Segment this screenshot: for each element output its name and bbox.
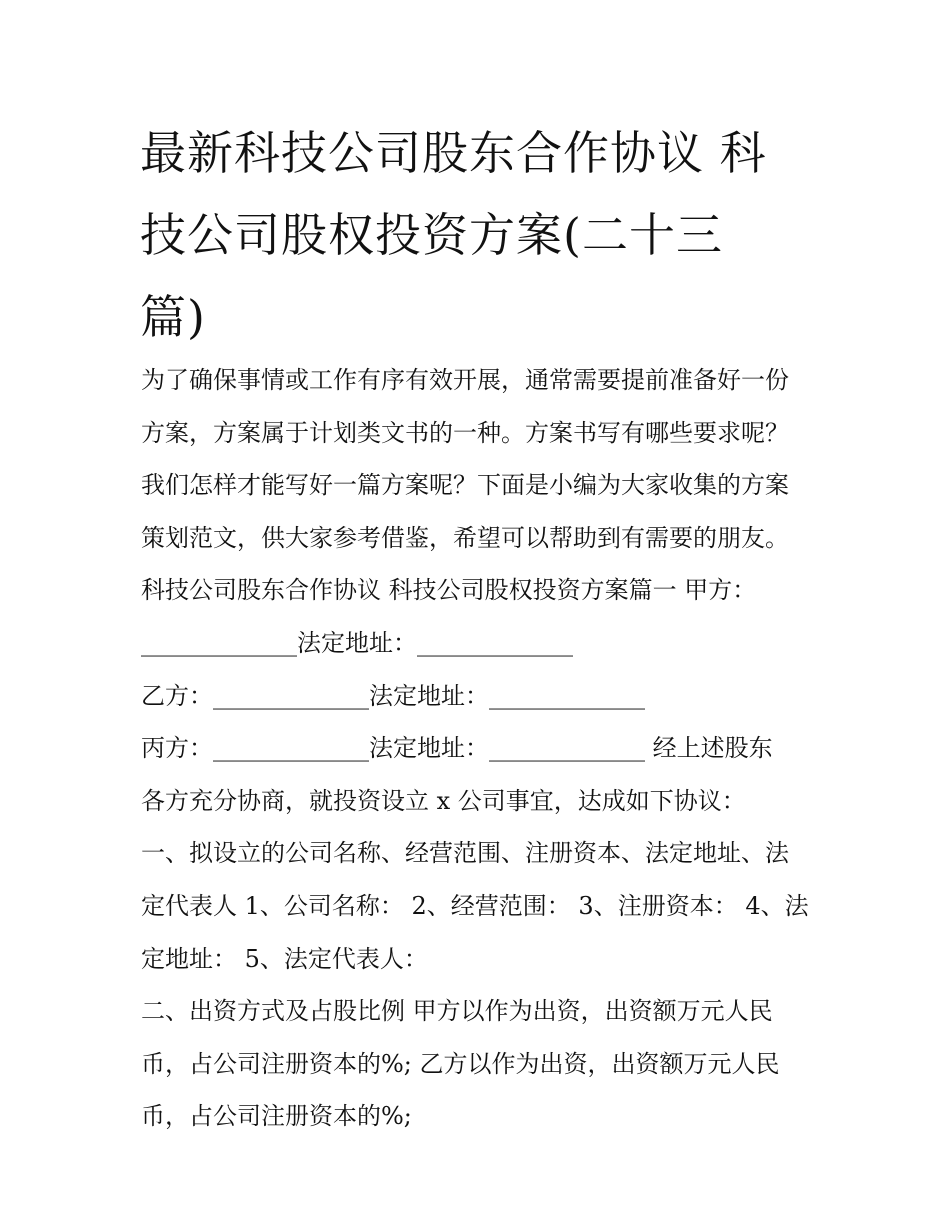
body-line: 为了确保事情或工作有序有效开展，通常需要提前准备好一份 [141,366,789,394]
body-line: 各方充分协商，就投资设立 x 公司事宜，达成如下协议： [141,786,746,815]
party-c-line: 丙方：_____________法定地址：_____________ 经上述股东 [141,734,773,763]
body-line: 币，占公司注册资本的%; [141,1102,412,1131]
body-line: 我们怎样才能写好一篇方案呢？下面是小编为大家收集的方案 [141,471,789,500]
title-line: 技公司股权投资方案(二十三 [140,208,723,262]
section-heading-line: 一、拟设立的公司名称、经营范围、注册资本、法定地址、法 [141,839,789,868]
title-line: 最新科技公司股东合作协议 科 [140,126,767,180]
document-body [141,354,831,1143]
section-heading-line: 二、出资方式及占股比例 甲方以作为出资，出资额万元人民 [141,997,773,1026]
body-line: 方案，方案属于计划类文书的一种。方案书写有哪些要求呢？ [141,418,789,447]
body-line: 币，占公司注册资本的%; 乙方以作为出资，出资额万元人民 [141,1049,780,1078]
document-title [140,112,820,358]
body-line: 定地址： 5、法定代表人： [141,944,428,973]
party-b-line: 乙方：_____________法定地址：_____________ [141,681,645,710]
party-a-line: _____________法定地址：_____________ [141,628,573,657]
body-line: 策划范文，供大家参考借鉴，希望可以帮助到有需要的朋友。 [141,523,789,552]
body-line: 科技公司股东合作协议 科技公司股权投资方案篇一 甲方： [141,576,757,605]
title-line: 篇) [140,290,206,344]
body-line: 定代表人 1、公司名称： 2、经营范围： 3、注册资本： 4、法 [141,891,809,920]
